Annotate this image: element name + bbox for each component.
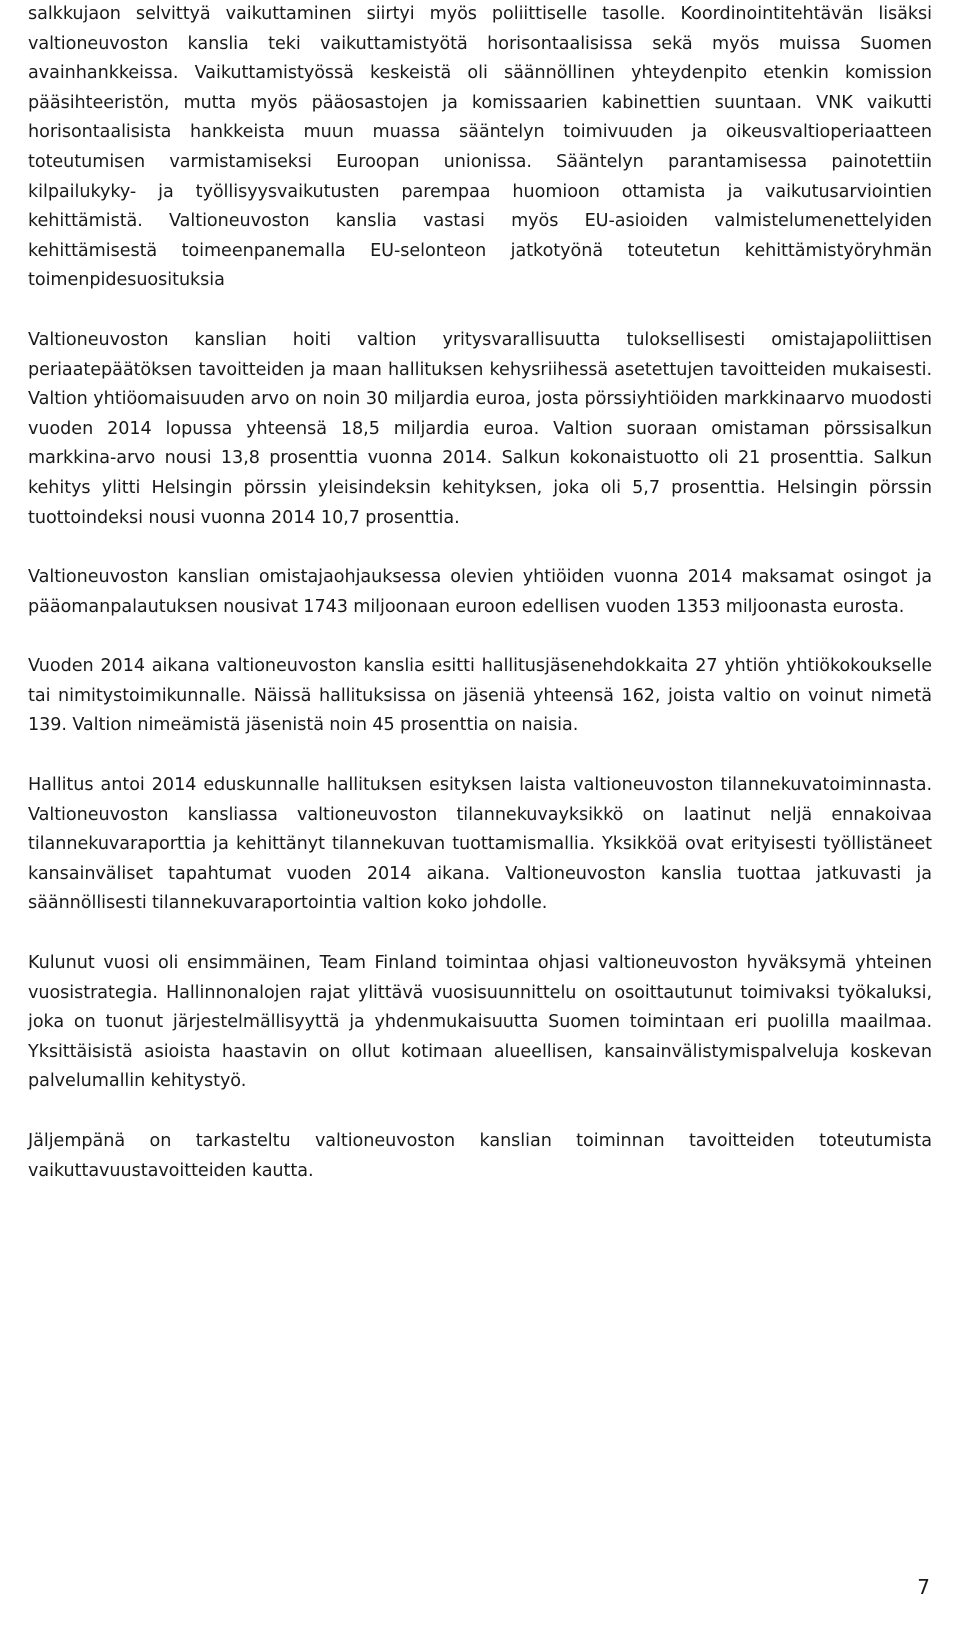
paragraph-situation-awareness: Hallitus antoi 2014 eduskunnalle hallituksen esityksen laista valtioneuvoston tilannekuvatoiminnasta. Valtioneuvoston kansliassa valtioneuvoston tilannekuvayksikkö on laatinut neljä ennakoivaa tilannekuvaraporttia ja kehittänyt tilannekuvan tuottamismallia. Yksikköä ovat erityisesti työllistäneet kansainväliset tapahtumat vuoden 2014 aikana. Valtioneuvoston kanslia tuottaa jatkuvasti ja säännöllisesti tilannekuvaraportointia valtion koko johdolle. [28, 775, 932, 914]
paragraph-dividends: Valtioneuvoston kanslian omistajaohjauksessa olevien yhtiöiden vuonna 2014 maksamat osingot ja pääomanpalautuksen nousivat 1743 miljoonaan euroon edellisen vuoden 1353 miljoonasta eurosta. [28, 567, 932, 617]
document-body [28, 0, 932, 1186]
paragraph-board-nominations: Vuoden 2014 aikana valtioneuvoston kanslia esitti hallitusjäsenehdokkaita 27 yhtiön yhtiökokoukselle tai nimitystoimikunnalle. Näissä hallituksissa on jäseniä yhteensä 162, joista valtio on voinut nimetä 139. Valtion nimeämistä jäsenistä noin 45 prosenttia on naisia. [28, 656, 932, 736]
paragraph-team-finland: Kulunut vuosi oli ensimmäinen, Team Finland toimintaa ohjasi valtioneuvoston hyväksymä yhteinen vuosistrategia. Hallinnonalojen rajat ylittävä vuosisuunnittelu on osoittautunut toimivaksi työkaluksi, joka on tuonut järjestelmällisyyttä ja yhdenmukaisuutta Suomen toimintaan eri puolilla maailmaa. Yksittäisistä asioista haastavin on ollut kotimaan alueellisen, kansainvälistymispalveluja koskevan palvelumallin kehitystyö. [28, 953, 932, 1092]
paragraph-state-ownership: Valtioneuvoston kanslian hoiti valtion yritysvarallisuutta tuloksellisesti omistajapoliittisen periaatepäätöksen tavoitteiden ja maan hallituksen kehysriihessä asetettujen tavoitteiden mukaisesti. Valtion yhtiöomaisuuden arvo on noin 30 miljardia euroa, josta pörssiyhtiöiden markkinaarvo muodosti vuoden 2014 lopussa yhteensä 18,5 miljardia euroa. Valtion suoraan omistaman pörssisalkun markkina-arvo nousi 13,8 prosenttia vuonna 2014. Salkun kokonaistuotto oli 21 prosenttia. Salkun kehitys ylitti Helsingin pörssin yleisindeksin kehityksen, joka oli 5,7 prosenttia. Helsingin pörssin tuottoindeksi nousi vuonna 2014 10,7 prosenttia. [28, 329, 932, 528]
paragraph-eu-influence: salkkujaon selvittyä vaikuttaminen siirtyi myös poliittiselle tasolle. Koordinointitehtävän lisäksi valtioneuvoston kanslia teki vaikuttamistyötä horisontaalisissa sekä myös muissa Suomen avainhankkeissa. Vaikuttamistyössä keskeistä oli säännöllinen yhteydenpito etenkin komission pääsihteeristön, mutta myös pääosastojen ja komissaarien kabinettien suuntaan. VNK vaikutti horisontaalisista hankkeista muun muassa sääntelyn toimivuuden ja oikeusvaltioperiaatteen toteutumisen varmistamiseksi Euroopan unionissa. Sääntelyn parantamisessa painotettiin kilpailukyky- ja työllisyysvaikutusten parempaa huomioon ottamista ja vaikutusarviointien kehittämistä. Valtioneuvoston kanslia vastasi myös EU-asioiden valmistelumenettelyiden kehittämisestä toimeenpanemalla EU-selonteon jatkotyönä toteutetun kehittämistyöryhmän toimenpidesuosituksia [28, 4, 932, 291]
paragraph-closing: Jäljempänä on tarkasteltu valtioneuvoston kanslian toiminnan tavoitteiden toteutumista vaikuttavuustavoitteiden kautta. [28, 1131, 932, 1181]
page-number: 7 [917, 1575, 930, 1599]
